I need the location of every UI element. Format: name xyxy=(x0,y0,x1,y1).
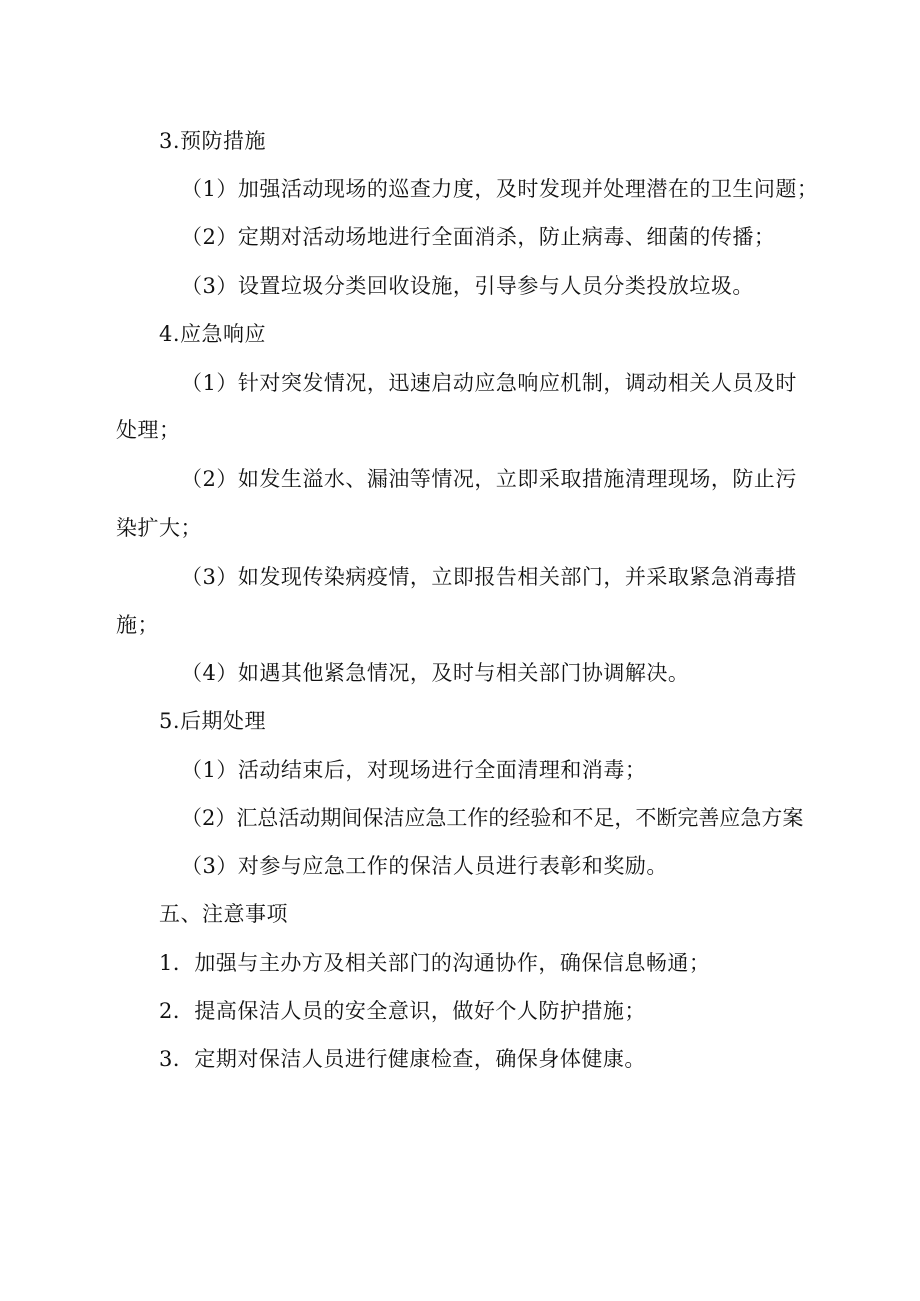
paragraph-response-1-line1: （1）针对突发情况，迅速启动应急响应机制，调动相关人员及时 xyxy=(181,371,797,395)
paragraph-post-1: （1）活动结束后，对现场进行全面清理和消毒； xyxy=(181,758,647,782)
paragraph-response-4: （4）如遇其他紧急情况，及时与相关部门协调解决。 xyxy=(181,661,690,685)
paragraph-response-3-line1: （3）如发现传染病疫情，立即报告相关部门，并采取紧急消毒措 xyxy=(181,565,797,589)
paragraph-prevention-2: （2）定期对活动场地进行全面消杀，防止病毒、细菌的传播； xyxy=(181,225,776,249)
paragraph-post-2: （2）汇总活动期间保洁应急工作的经验和不足，不断完善应急方案 xyxy=(181,806,804,830)
paragraph-note-1: 1．加强与主办方及相关部门的沟通协作，确保信息畅通； xyxy=(159,951,711,975)
paragraph-prevention-1: （1）加强活动现场的巡查力度，及时发现并处理潜在的卫生问题； xyxy=(181,177,819,201)
section-heading-emergency-response: 4.应急响应 xyxy=(159,322,267,346)
paragraph-response-3-line2: 施； xyxy=(116,613,159,637)
paragraph-response-2-line1: （2）如发生溢水、漏油等情况，立即采取措施清理现场，防止污 xyxy=(181,467,797,491)
paragraph-response-2-line2: 染扩大； xyxy=(116,516,202,540)
paragraph-prevention-3: （3）设置垃圾分类回收设施，引导参与人员分类投放垃圾。 xyxy=(181,274,754,298)
paragraph-note-2: 2．提高保洁人员的安全意识，做好个人防护措施； xyxy=(159,999,646,1023)
paragraph-response-1-line2: 处理； xyxy=(116,418,181,442)
section-heading-post-processing: 5.后期处理 xyxy=(159,709,267,733)
section-heading-prevention: 3.预防措施 xyxy=(159,129,267,153)
paragraph-post-3: （3）对参与应急工作的保洁人员进行表彰和奖励。 xyxy=(181,854,668,878)
paragraph-note-3: 3．定期对保洁人员进行健康检查，确保身体健康。 xyxy=(159,1047,646,1071)
section-heading-notes: 五、注意事项 xyxy=(159,902,288,926)
